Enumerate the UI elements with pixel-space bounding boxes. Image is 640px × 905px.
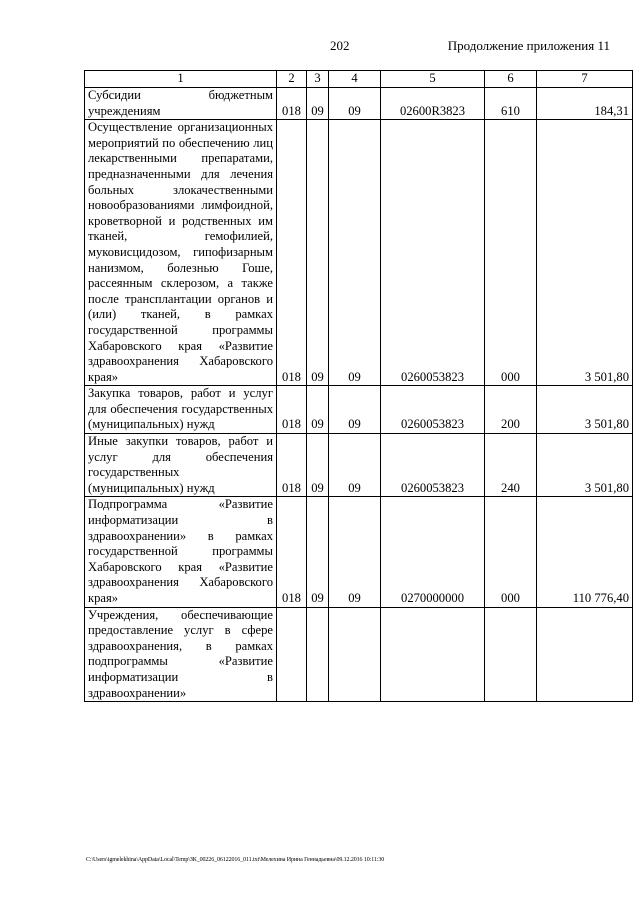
code-cell: 018 (277, 88, 307, 120)
page-number: 202 (330, 38, 350, 53)
amount-cell: 110 776,40 (537, 497, 633, 607)
code-cell (307, 607, 329, 702)
code-cell: 000 (485, 120, 537, 386)
code-cell (277, 607, 307, 702)
row-name-cell: Иные закупки товаров, работ и услуг для обеспечения государственных (муниципальных) нужд (85, 434, 277, 497)
code-cell: 0260053823 (381, 386, 485, 434)
code-cell: 09 (329, 497, 381, 607)
code-cell (485, 607, 537, 702)
code-cell: 09 (329, 386, 381, 434)
code-cell: 09 (307, 88, 329, 120)
row-name-cell: Учреждения, обеспечивающие предоставление услуг в сфере здравоохранения, в рамках подпрограммы «Развитие информатизации в здравоохранении» (85, 607, 277, 702)
code-cell: 0260053823 (381, 434, 485, 497)
row-name-cell: Подпрограмма «Развитие информатизации в здравоохранении» в рамках государственной программы Хабаровского края «Развитие здравоохранения Хабаровского края» (85, 497, 277, 607)
column-header: 3 (307, 71, 329, 88)
column-header: 2 (277, 71, 307, 88)
amount-cell: 184,31 (537, 88, 633, 120)
table-row (85, 434, 633, 497)
code-cell: 200 (485, 386, 537, 434)
amount-cell: 3 501,80 (537, 120, 633, 386)
code-cell (381, 607, 485, 702)
code-cell: 09 (329, 434, 381, 497)
row-name-cell: Субсидии бюджетным учреждениям (85, 88, 277, 120)
amount-cell (537, 607, 633, 702)
column-header: 6 (485, 71, 537, 88)
column-header: 7 (537, 71, 633, 88)
code-cell: 09 (307, 434, 329, 497)
column-header: 4 (329, 71, 381, 88)
code-cell: 09 (307, 386, 329, 434)
table-row (85, 88, 633, 120)
code-cell: 09 (307, 497, 329, 607)
table-row (85, 497, 633, 607)
amount-cell: 3 501,80 (537, 386, 633, 434)
file-path-footer: C:\Users\igmelekhina\AppData\Local\Temp\ЗК_00226_06122016_011.txt\Мелехина Ирина Геннадьевна\09.12.2016 10:11:30 (86, 857, 385, 863)
code-cell: 018 (277, 434, 307, 497)
code-cell: 09 (329, 120, 381, 386)
table-header-row (85, 71, 633, 88)
column-header: 5 (381, 71, 485, 88)
amount-cell: 3 501,80 (537, 434, 633, 497)
code-cell: 610 (485, 88, 537, 120)
budget-table (84, 70, 633, 702)
row-name-cell: Осуществление организационных мероприятий по обеспечению лиц лекарственными препаратами, предназначенными для лечения больных злокачественными новообразованиями лимфоидной, кроветворной и родственных им тканей, гемофилией, муковисцидозом, гипофизарным нанизмом, болезнью Гоше, рассеянным склерозом, а также после трансплантации органов и (или) тканей, в рамках государственной программы Хабаровского края «Развитие здравоохранения Хабаровского края» (85, 120, 277, 386)
table-row (85, 386, 633, 434)
table-row (85, 120, 633, 386)
code-cell: 02600R3823 (381, 88, 485, 120)
code-cell: 000 (485, 497, 537, 607)
page-header (0, 38, 640, 56)
column-header: 1 (85, 71, 277, 88)
code-cell: 0260053823 (381, 120, 485, 386)
code-cell: 018 (277, 386, 307, 434)
code-cell: 018 (277, 120, 307, 386)
table-row (85, 607, 633, 702)
row-name-cell: Закупка товаров, работ и услуг для обеспечения государственных (муниципальных) нужд (85, 386, 277, 434)
code-cell: 0270000000 (381, 497, 485, 607)
appendix-note: Продолжение приложения 11 (447, 38, 610, 53)
code-cell: 240 (485, 434, 537, 497)
code-cell: 09 (307, 120, 329, 386)
code-cell: 09 (329, 88, 381, 120)
code-cell: 018 (277, 497, 307, 607)
code-cell (329, 607, 381, 702)
